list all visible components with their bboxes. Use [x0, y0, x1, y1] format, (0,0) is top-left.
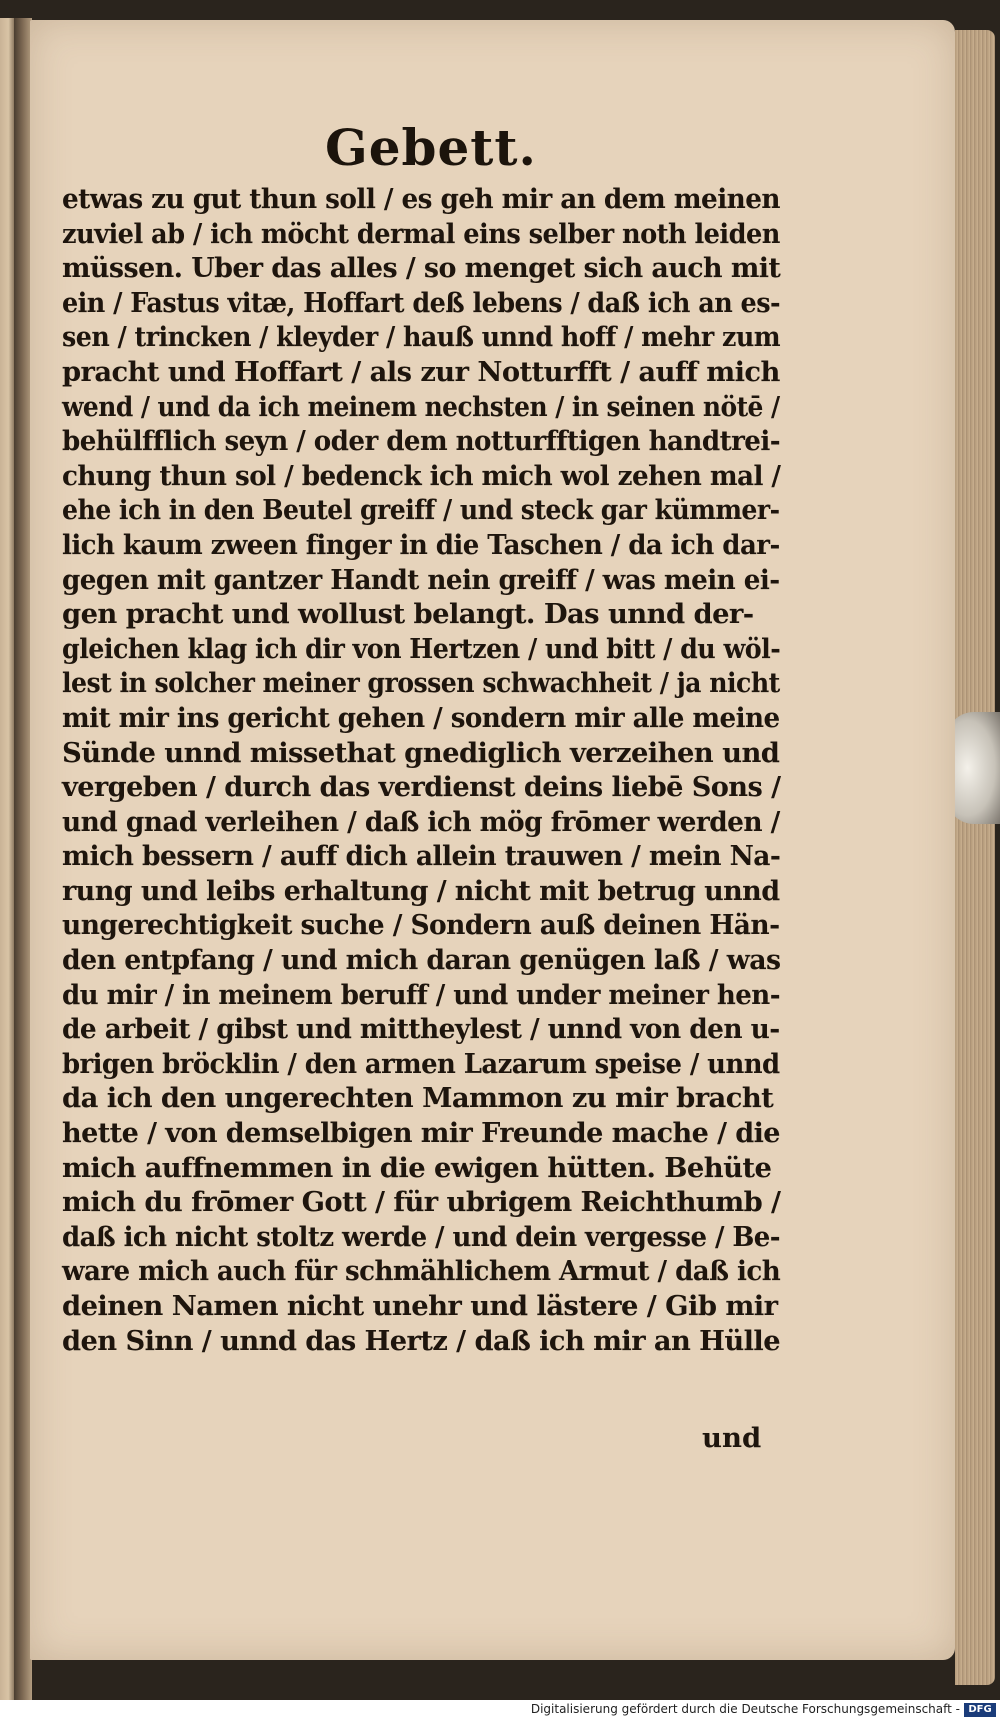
text-line: Sünde unnd missethat gnediglich verzeihen und — [62, 736, 780, 769]
text-line: ungerechtigkeit suche / Sondern auß deinen Hän- — [62, 909, 780, 942]
text-line: mich bessern / auff dich allein trauwen / mein Na- — [62, 840, 781, 873]
digitization-footer — [0, 1700, 1000, 1721]
text-line: lich kaum zween finger in die Taschen / da ich dar- — [62, 528, 780, 561]
text-line: etwas zu gut thun soll / es geh mir an dem meinen — [62, 183, 780, 215]
text-line: mich auffnemmen in die ewigen hütten. Behüte — [62, 1151, 772, 1184]
text-line: deinen Namen nicht unehr und lästere / Gib mir — [62, 1290, 778, 1322]
text-line: den entpfang / und mich daran genügen laß / was — [62, 944, 781, 977]
running-header: Gebett. — [325, 118, 537, 177]
text-line: chung thun sol / bedenck ich mich wol zehen mal / — [62, 459, 781, 492]
text-line: mit mir ins gericht gehen / sondern mir alle meine — [62, 701, 780, 734]
text-line: wend / und da ich meinem nechsten / in seinen nötē / — [62, 390, 780, 423]
text-line: gegen mit gantzer Handt nein greiff / was mein ei- — [62, 563, 780, 596]
text-line: müssen. Uber das alles / so menget sich auch mit — [62, 252, 781, 285]
dfg-logo: DFG — [964, 1703, 996, 1717]
text-line: gleichen klag ich dir von Hertzen / und bitt / du wöl- — [62, 632, 781, 665]
text-line: pracht und Hoffart / als zur Notturfft / auff mich — [62, 355, 780, 388]
text-line: und gnad verleihen / daß ich mög frōmer werden / — [62, 805, 780, 838]
text-line: brigen bröcklin / den armen Lazarum speise / unnd — [62, 1047, 780, 1080]
text-line: sen / trincken / kleyder / hauß unnd hoff / mehr zum — [62, 321, 781, 354]
catchword: und — [702, 1422, 762, 1454]
text-line: gen pracht und wollust belangt. Das unnd der- — [62, 598, 754, 631]
facing-page-edge — [0, 18, 14, 1703]
text-line: ware mich auch für schmählichem Armut / daß ich — [62, 1255, 781, 1288]
text-line: da ich den ungerechten Mammon zu mir bracht — [62, 1082, 774, 1115]
funding-notice: Digitalisierung gefördert durch die Deutsche Forschungsgemeinschaft - — [530, 1702, 960, 1716]
text-line: behülfflich seyn / oder dem notturfftigen handtrei- — [62, 425, 781, 458]
text-line: zuviel ab / ich möcht dermal eins selber noth leiden — [62, 217, 780, 250]
text-line: hette / von demselbigen mir Freunde mache / die — [62, 1117, 780, 1150]
text-line: ein / Fastus vitæ, Hoffart deß lebens / daß ich an es- — [62, 286, 781, 319]
text-line: ehe ich in den Beutel greiff / und steck gar kümmer- — [62, 494, 780, 527]
text-line: lest in solcher meiner grossen schwachheit / ja nicht — [62, 667, 780, 700]
text-line: daß ich nicht stoltz werde / und dein vergesse / Be- — [62, 1220, 780, 1253]
text-line: rung und leibs erhaltung / nicht mit betrug unnd — [62, 874, 780, 907]
text-line: du mir / in meinem beruff / und under meiner hen- — [62, 978, 780, 1011]
page-stack-edge — [955, 30, 995, 1685]
text-line: mich du frōmer Gott / für ubrigem Reichthumb / — [62, 1186, 781, 1219]
text-line: de arbeit / gibst und mittheylest / unnd von den u- — [62, 1013, 780, 1046]
page-body-text — [62, 182, 782, 1358]
text-line: vergeben / durch das verdienst deins liebē Sons / — [62, 771, 781, 804]
text-line: den Sinn / unnd das Hertz / daß ich mir an Hülle — [62, 1324, 780, 1357]
